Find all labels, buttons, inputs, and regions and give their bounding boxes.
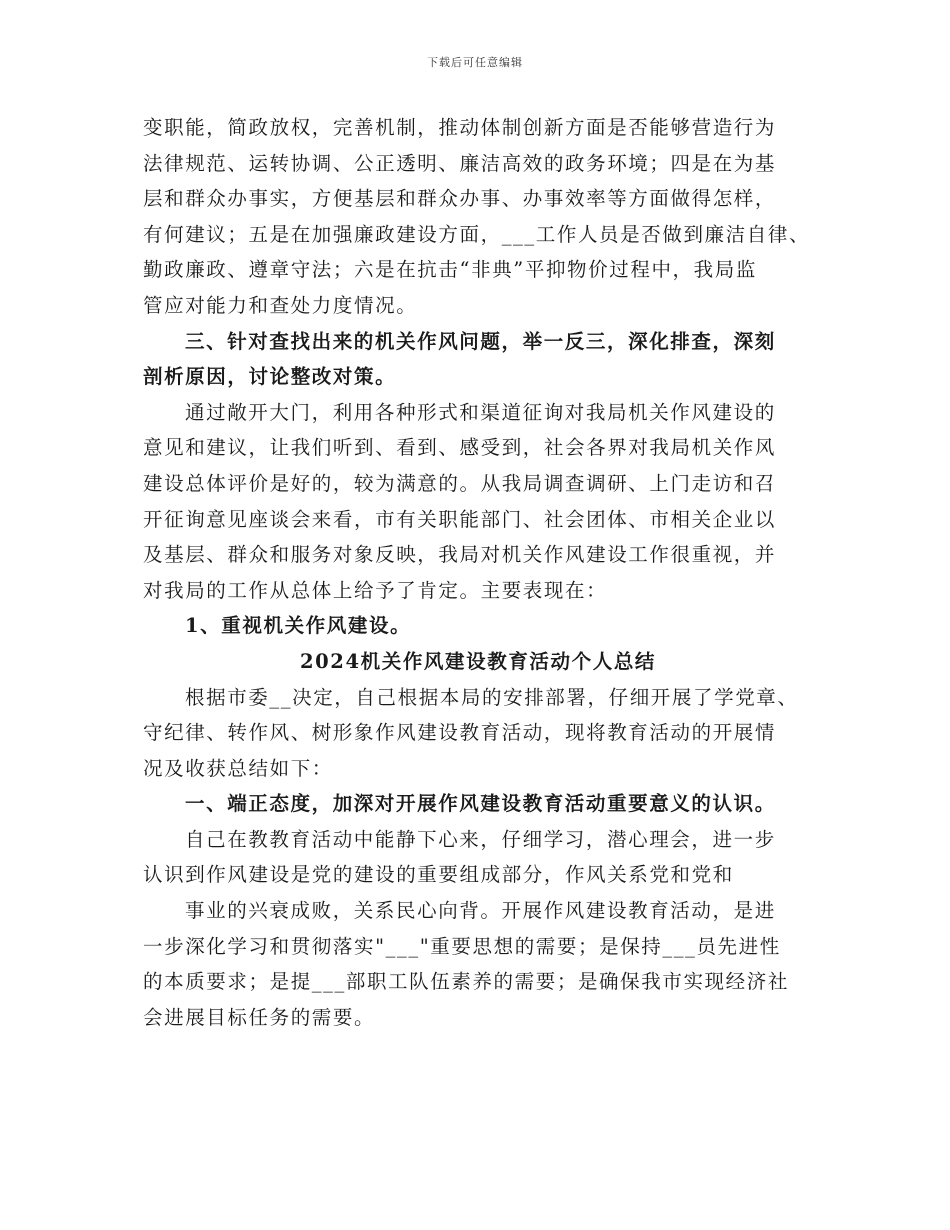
body-line: 对我局的工作从总体上给予了肯定。主要表现在： (143, 578, 608, 602)
body-line: 法律规范、运转协调、公正透明、廉洁高效的政务环境；四是在为基 (143, 151, 777, 175)
body-line: 通过敞开大门，利用各种形式和渠道征询对我局机关作风建设的 (185, 400, 776, 424)
body-line: 一步深化学习和贯彻落实"___"重要思想的需要；是保持___员先进性 (143, 934, 781, 958)
document-body (143, 110, 813, 1035)
body-line: 及基层、群众和服务对象反映，我局对机关作风建设工作很重视，并 (143, 543, 777, 567)
body-line: 自己在教教育活动中能静下心来，仔细学习，潜心理会，进一步 (185, 827, 776, 851)
body-line: 开征询意见座谈会来看，市有关职能部门、社会团体、市相关企业以 (143, 507, 777, 531)
section-heading: 一、端正态度，加深对开展作风建设教育活动重要意义的认识。 (185, 792, 776, 816)
section-heading: 三、针对查找出来的机关作风问题，举一反三，深化排查，深刻 (185, 329, 776, 353)
body-line: 意见和建议，让我们听到、看到、感受到，社会各界对我局机关作风 (143, 436, 777, 460)
body-line: 管应对能力和查处力度情况。 (143, 293, 418, 317)
body-line: 况及收获总结如下： (143, 756, 333, 780)
page-header: 下载后可任意编辑 (427, 56, 523, 69)
body-line: 会进展目标任务的需要。 (143, 1005, 376, 1029)
document-title: 2024机关作风建设教育活动个人总结 (299, 649, 657, 673)
body-line: 勤政廉政、遵章守法；六是在抗击“非典”平抑物价过程中，我局监 (143, 258, 757, 282)
body-line: 根据市委__决定，自己根据本局的安排部署，仔细开展了学党章、 (185, 685, 799, 709)
body-line: 有何建议；五是在加强廉政建设方面，___工作人员是否做到廉洁自律、 (143, 222, 811, 246)
section-heading: 剖析原因，讨论整改对策。 (143, 365, 397, 389)
body-line: 守纪律、转作风、树形象作风建设教育活动，现将教育活动的开展情 (143, 721, 777, 745)
body-line: 的本质要求；是提___部职工队伍素养的需要；是确保我市实现经济社 (143, 970, 789, 994)
subsection-heading: 1、重视机关作风建设。 (185, 614, 412, 638)
body-line: 层和群众办事实，方便基层和群众办事、办事效率等方面做得怎样， (143, 187, 777, 211)
body-line: 认识到作风建设是党的建设的重要组成部分，作风关系党和党和 (143, 863, 734, 887)
body-line: 变职能，简政放权，完善机制，推动体制创新方面是否能够营造行为 (143, 116, 777, 139)
body-line: 事业的兴衰成败，关系民心向背。开展作风建设教育活动，是进 (185, 899, 776, 923)
body-line: 建设总体评价是好的，较为满意的。从我局调查调研、上门走访和召 (143, 471, 777, 495)
